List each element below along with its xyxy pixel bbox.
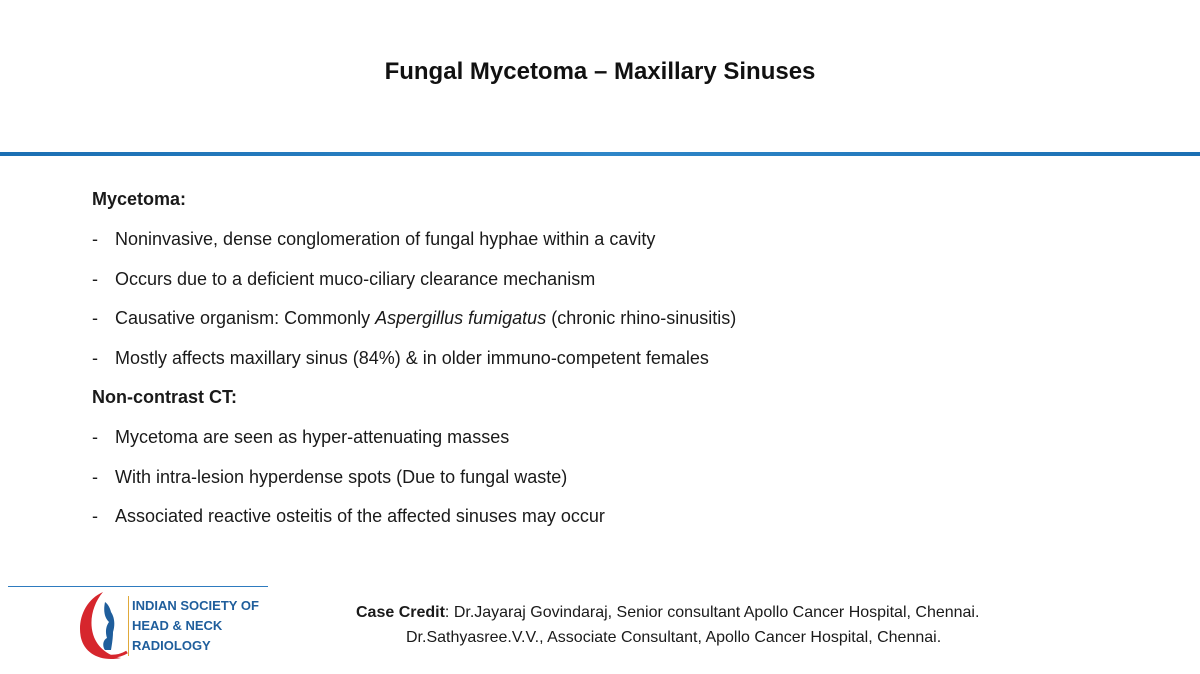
bullet-item: - Mostly affects maxillary sinus (84%) & in older immuno-competent females (92, 345, 1152, 385)
bullet-item: - Associated reactive osteitis of the affected sinuses may occur (92, 503, 1152, 543)
bullet-marker: - (92, 308, 98, 328)
bullet-item: - Noninvasive, dense conglomeration of fungal hyphae within a cavity (92, 226, 1152, 266)
bullet-item: - Occurs due to a deficient muco-ciliary clearance mechanism (92, 266, 1152, 306)
bullet-marker: - (92, 506, 98, 526)
section-heading-mycetoma: Mycetoma: (92, 189, 187, 209)
logo-wordmark: INDIAN SOCIETY OF HEAD & NECK RADIOLOGY (128, 596, 259, 656)
bullet-marker: - (92, 229, 98, 249)
isnhr-logo-icon (75, 588, 135, 664)
bullet-item: - Mycetoma are seen as hyper-attenuating masses (92, 424, 1152, 464)
bullet-marker: - (92, 268, 98, 289)
case-credit: Case Credit: Dr.Jayaraj Govindaraj, Senior consultant Apollo Cancer Hospital, Chennai. Dr.Sathyasree.V.V., Associate Consultant, Apollo Cancer Hospital, Chennai. (356, 604, 980, 646)
bullet-marker: - (92, 466, 98, 487)
slide-content (92, 186, 1152, 543)
bullet-marker: - (92, 347, 98, 368)
section-heading-ct: Non-contrast CT: (92, 387, 237, 407)
slide-title: Fungal Mycetoma – Maxillary Sinuses (384, 58, 816, 85)
organism-name: Aspergillus fumigatus (375, 308, 547, 328)
bullet-marker: - (92, 427, 98, 447)
footer-divider (8, 586, 268, 587)
credit-label: Case Credit (356, 604, 445, 621)
bullet-item: - Causative organism: Commonly Aspergillus fumigatus (chronic rhino-sinusitis) (92, 305, 1152, 345)
title-divider (0, 152, 1200, 156)
bullet-item: - With intra-lesion hyperdense spots (Due to fungal waste) (92, 464, 1152, 504)
